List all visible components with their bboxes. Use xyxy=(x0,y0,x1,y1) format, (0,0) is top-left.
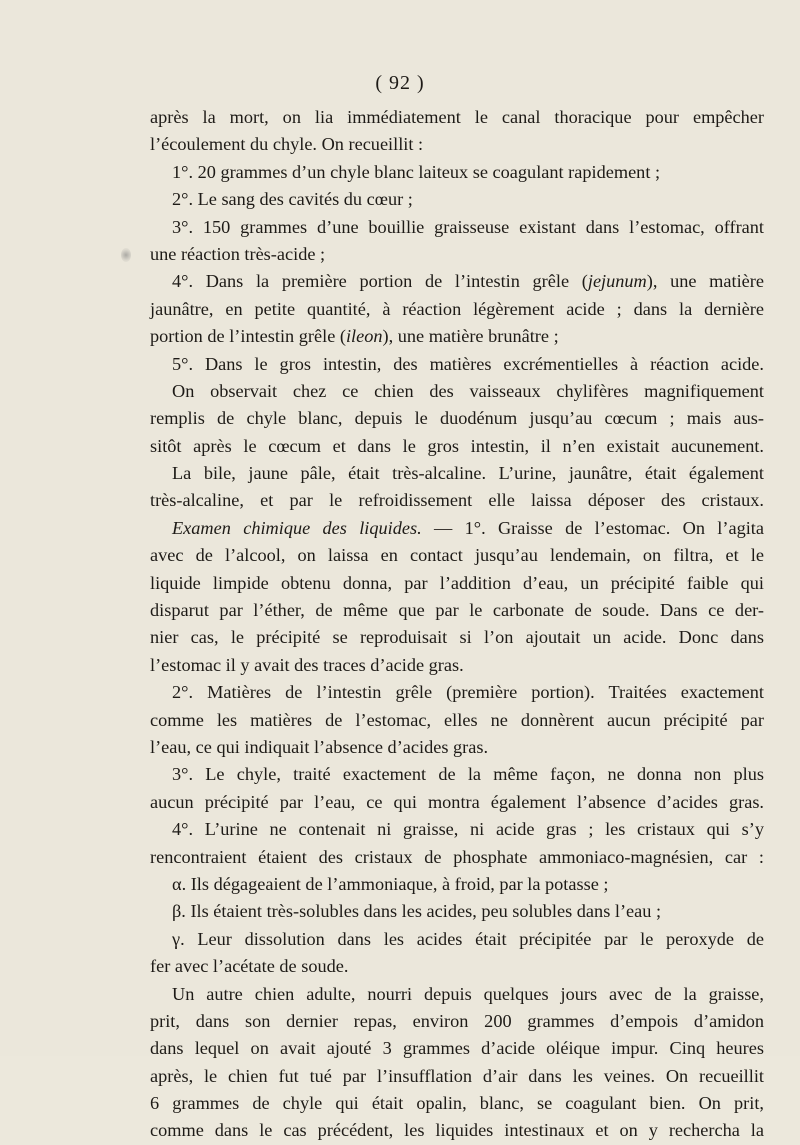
text-line: 5°. Dans le gros intestin, des matières excrémentielles à réaction acide. xyxy=(172,353,764,374)
text-line: nier cas, le précipité se reproduisait si l’on ajoutait un acide. Donc dans xyxy=(150,627,764,648)
text-line: γ. Leur dissolution dans les acides était précipitée par le peroxyde de xyxy=(172,928,764,949)
body-text xyxy=(150,104,764,1145)
text-line: très-alcaline, et par le refroidissement elle laissa déposer des cristaux. xyxy=(150,490,764,511)
ink-smudge xyxy=(121,248,131,262)
text-line: comme dans le cas précédent, les liquides intestinaux et on y rechercha la xyxy=(150,1120,764,1141)
text-line: fer avec l’acétate de soude. xyxy=(150,956,349,977)
text-line: 1°. 20 grammes d’un chyle blanc laiteux se coagulant rapidement ; xyxy=(172,161,661,182)
text-line: sitôt après le cœcum et dans le gros intestin, il n’en existait aucunement. xyxy=(150,435,764,456)
text-line: On observait chez ce chien des vaisseaux chylifères magnifiquement xyxy=(172,380,764,401)
text-line: 3°. 150 grammes d’une bouillie graisseuse existant dans l’estomac, offrant xyxy=(172,216,764,237)
text-line: prit, dans son dernier repas, environ 200 grammes d’empois d’amidon xyxy=(150,1010,764,1031)
text-line: 2°. Matières de l’intestin grêle (première portion). Traitées exactement xyxy=(172,682,764,703)
text-line: 3°. Le chyle, traité exactement de la même façon, ne donna non plus xyxy=(172,764,764,785)
text-line: dans lequel on avait ajouté 3 grammes d’acide oléique impur. Cinq heures xyxy=(150,1038,764,1059)
text-line: l’eau, ce qui indiquait l’absence d’acides gras. xyxy=(150,736,489,757)
text-line: comme les matières de l’estomac, elles ne donnèrent aucun précipité par xyxy=(150,709,764,730)
page-number: ( 92 ) xyxy=(375,72,425,94)
text-line: une réaction très-acide ; xyxy=(150,243,326,264)
text-line: 6 grammes de chyle qui était opalin, blanc, se coagulant bien. On prit, xyxy=(150,1093,764,1114)
text-line: La bile, jaune pâle, était très-alcaline. L’urine, jaunâtre, était également xyxy=(172,463,764,484)
text-line: après, le chien fut tué par l’insufflation d’air dans les veines. On recueillit xyxy=(150,1065,764,1086)
text-line: après la mort, on lia immédiatement le canal thoracique pour empêcher xyxy=(150,107,764,127)
text-line: l’estomac il y avait des traces d’acide gras. xyxy=(150,654,464,675)
text-line: 2°. Le sang des cavités du cœur ; xyxy=(172,189,413,210)
text-line: jaunâtre, en petite quantité, à réaction légèrement acide ; dans la dernière xyxy=(150,298,764,319)
text-line: Examen chimique des liquides. — 1°. Graisse de l’estomac. On l’agita xyxy=(172,517,764,538)
text-line: disparut par l’éther, de même que par le carbonate de soude. Dans ce der- xyxy=(150,600,764,621)
text-line: α. Ils dégageaient de l’ammoniaque, à froid, par la potasse ; xyxy=(172,873,609,894)
text-line: β. Ils étaient très-solubles dans les acides, peu solubles dans l’eau ; xyxy=(172,901,662,922)
text-line: l’écoulement du chyle. On recueillit : xyxy=(150,134,424,155)
text-line: 4°. Dans la première portion de l’intestin grêle (jejunum), une matière xyxy=(172,271,764,292)
text-line: aucun précipité par l’eau, ce qui montra également l’absence d’acides gras. xyxy=(150,791,764,812)
text-line: portion de l’intestin grêle (ileon), une matière brunâtre ; xyxy=(150,326,559,347)
text-line: remplis de chyle blanc, depuis le duodénum jusqu’au cœcum ; mais aus- xyxy=(150,408,764,429)
text-line: rencontraient étaient des cristaux de phosphate ammoniaco-magnésien, car : xyxy=(150,846,764,867)
text-line: Un autre chien adulte, nourri depuis quelques jours avec de la graisse, xyxy=(172,983,764,1004)
text-line: avec de l’alcool, on laissa en contact jusqu’au lendemain, on filtra, et le xyxy=(150,545,764,566)
text-line: 4°. L’urine ne contenait ni graisse, ni acide gras ; les cristaux qui s’y xyxy=(172,819,764,840)
text-line: liquide limpide obtenu donna, par l’addition d’eau, un précipité faible qui xyxy=(150,572,764,593)
